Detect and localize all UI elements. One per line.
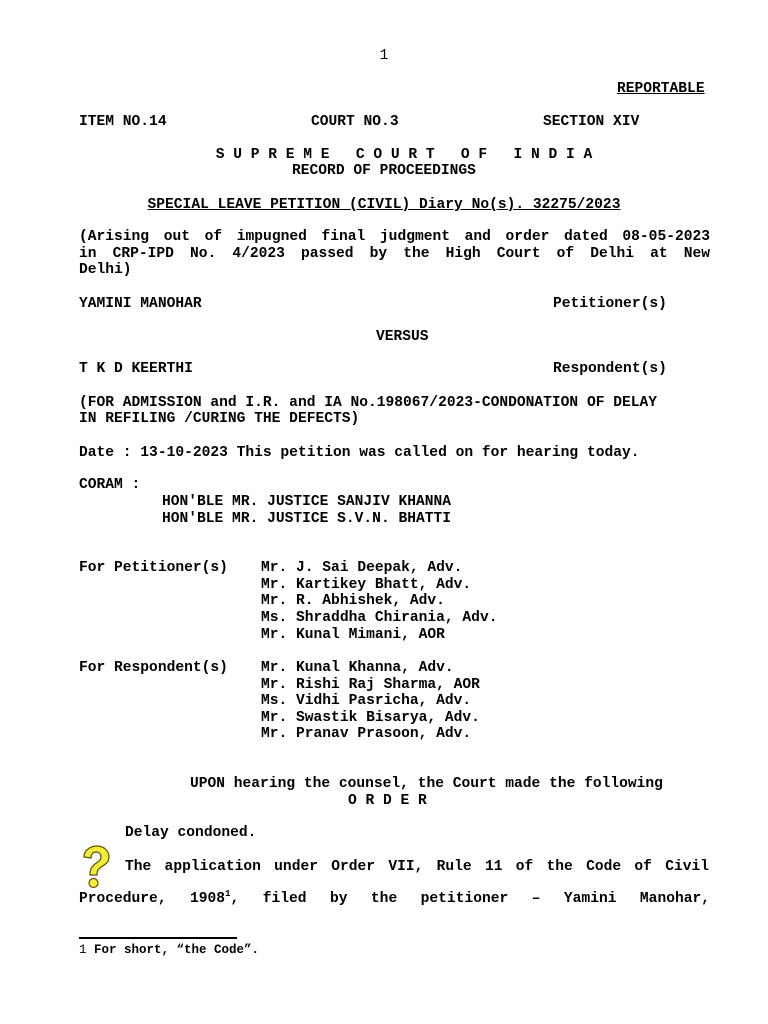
delay-condoned: Delay condoned.: [125, 825, 257, 841]
admission-line-2: IN REFILING /CURING THE DEFECTS): [79, 411, 360, 427]
respondent-counsel-1: Mr. Kunal Khanna, Adv.: [261, 660, 454, 676]
footnote-text: For short, “the Code”.: [94, 943, 260, 957]
respondent-counsel-3: Ms. Vidhi Pasricha, Adv.: [261, 693, 472, 709]
upon-hearing-line: UPON hearing the counsel, the Court made the following: [190, 776, 663, 792]
arising-line-3: Delhi): [79, 262, 132, 278]
petition-title: SPECIAL LEAVE PETITION (CIVIL) Diary No(s). 32275/2023: [147, 197, 621, 213]
coram-judge-1: HON'BLE MR. JUSTICE SANJIV KHANNA: [162, 494, 452, 510]
court-number: COURT NO.3: [311, 114, 399, 130]
petitioner-role: Petitioner(s): [553, 296, 667, 312]
reportable-label: REPORTABLE: [617, 81, 705, 97]
for-respondent-label: For Respondent(s): [79, 660, 228, 676]
item-number: ITEM NO.14: [79, 114, 167, 130]
page-number: 1: [379, 48, 389, 64]
petitioner-counsel-5: Mr. Kunal Mimani, AOR: [261, 627, 445, 643]
respondent-counsel-5: Mr. Pranav Prasoon, Adv.: [261, 726, 472, 742]
application-line-1: The application under Order VII, Rule 11 of the Code of Civil: [125, 859, 709, 875]
arising-line-2: in CRP-IPD No. 4/2023 passed by the High Court of Delhi at New: [79, 246, 710, 262]
footnote: [79, 943, 259, 957]
respondent-name: T K D KEERTHI: [79, 361, 193, 377]
respondent-counsel-4: Mr. Swastik Bisarya, Adv.: [261, 710, 480, 726]
petitioner-counsel-3: Mr. R. Abhishek, Adv.: [261, 593, 445, 609]
coram-label: CORAM :: [79, 477, 141, 493]
application-line-2-start: Procedure, 1908: [79, 891, 226, 907]
petitioner-counsel-2: Mr. Kartikey Bhatt, Adv.: [261, 577, 472, 593]
respondent-counsel-2: Mr. Rishi Raj Sharma, AOR: [261, 677, 480, 693]
admission-line-1: (FOR ADMISSION and I.R. and IA No.198067/2023-CONDONATION OF DELAY: [79, 395, 658, 411]
footnote-number: 1: [79, 943, 87, 957]
application-line-2-end: , filed by the petitioner – Yamini Manohar,: [230, 891, 710, 907]
record-title: RECORD OF PROCEEDINGS: [292, 163, 476, 179]
order-heading: O R D E R: [348, 793, 427, 809]
hearing-date-line: Date : 13-10-2023 This petition was called on for hearing today.: [79, 445, 640, 461]
respondent-role: Respondent(s): [553, 361, 667, 377]
court-name: S U P R E M E C O U R T O F I N D I A: [215, 147, 593, 163]
coram-judge-2: HON'BLE MR. JUSTICE S.V.N. BHATTI: [162, 511, 452, 527]
petitioner-counsel-1: Mr. J. Sai Deepak, Adv.: [261, 560, 463, 576]
section-number: SECTION XIV: [543, 114, 640, 130]
question-mark-icon[interactable]: [78, 845, 112, 889]
petitioner-name: YAMINI MANOHAR: [79, 296, 202, 312]
petitioner-counsel-4: Ms. Shraddha Chirania, Adv.: [261, 610, 498, 626]
footnote-divider: [79, 937, 237, 939]
arising-line-1: (Arising out of impugned final judgment and order dated 08-05-2023: [79, 229, 710, 245]
application-line-2: [79, 891, 710, 907]
footnote-mark[interactable]: 1: [225, 889, 231, 900]
versus-label: VERSUS: [376, 329, 429, 345]
for-petitioner-label: For Petitioner(s): [79, 560, 228, 576]
